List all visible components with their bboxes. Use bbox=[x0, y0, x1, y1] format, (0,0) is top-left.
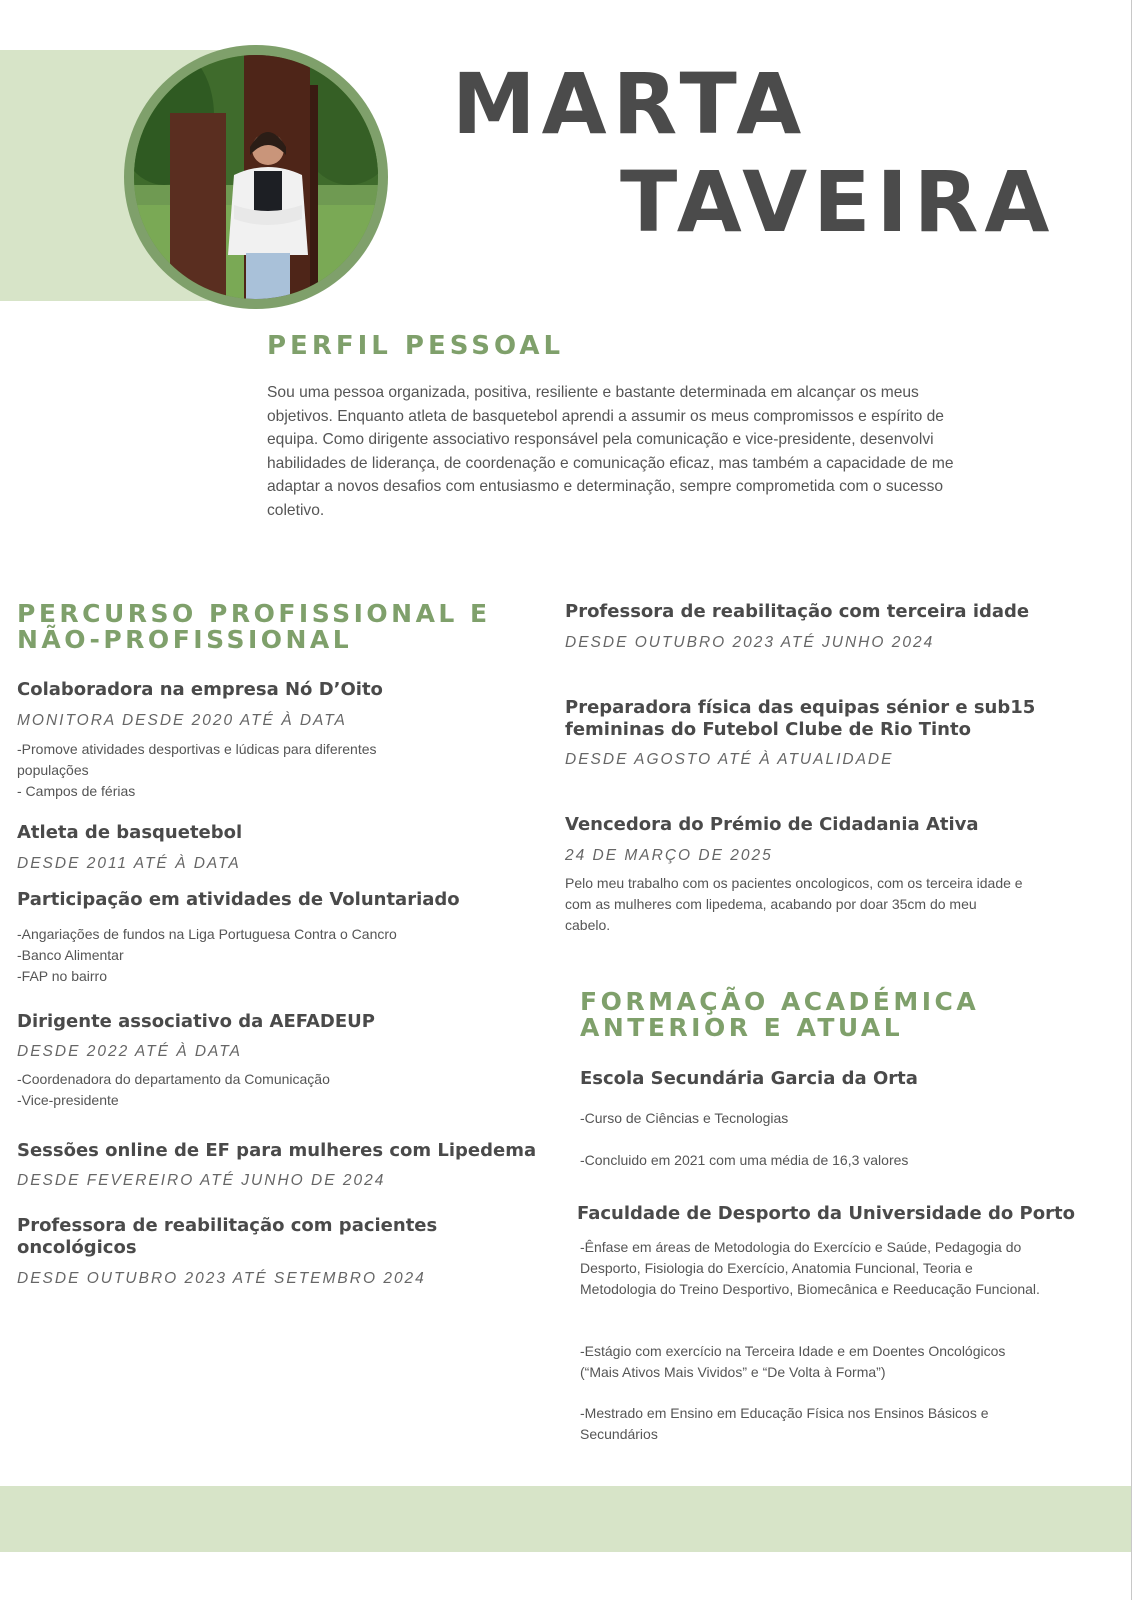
career-entry-date: MONITORA DESDE 2020 ATÉ À DATA bbox=[17, 712, 347, 729]
footer-green-band bbox=[0, 1486, 1131, 1552]
career-entry-date: DESDE FEVEREIRO ATÉ JUNHO DE 2024 bbox=[17, 1172, 386, 1189]
profile-section-title: PERFIL PESSOAL bbox=[267, 331, 565, 361]
profile-photo bbox=[134, 55, 378, 299]
career-section-title: PERCURSO PROFISSIONAL E NÃO-PROFISSIONAL bbox=[17, 599, 491, 654]
education-item: -Estágio com exercício na Terceira Idade e em Doentes Oncológicos (“Mais Ativos Mais Vividos” e “De Volta à Forma”) bbox=[580, 1343, 1006, 1380]
career-entry-date: DESDE OUTUBRO 2023 ATÉ SETEMBRO 2024 bbox=[17, 1270, 426, 1287]
education-section-title: FORMAÇÃO ACADÉMICA ANTERIOR E ATUAL bbox=[580, 987, 980, 1042]
last-name: TAVEIRA bbox=[620, 153, 1056, 251]
career-entry-title: Sessões online de EF para mulheres com Lipedema bbox=[17, 1140, 537, 1161]
career-entry-date: 24 DE MARÇO DE 2025 bbox=[565, 847, 773, 864]
career-entry-details: -Promove atividades desportivas e lúdicas para diferentes populações - Campos de férias bbox=[17, 741, 377, 799]
career-entry-title: Professora de reabilitação com pacientes oncológicos bbox=[17, 1215, 438, 1258]
profile-photo-frame bbox=[124, 45, 388, 309]
education-item: -Ênfase em áreas de Metodologia do Exercício e Saúde, Pedagogia do Desporto, Fisiologia do Exercício, Anatomia Funcional, Teoria e Metodologia do Treino Desportivo, Biomecânica e Reeducação Funcional. bbox=[580, 1239, 1040, 1297]
career-entry-title: Vencedora do Prémio de Cidadania Ativa bbox=[565, 814, 979, 835]
career-entry-details: -Angariações de fundos na Liga Portuguesa Contra o Cancro -Banco Alimentar -FAP no bairro bbox=[17, 926, 397, 984]
first-name: MARTA bbox=[452, 55, 808, 153]
career-entry-date: DESDE OUTUBRO 2023 ATÉ JUNHO 2024 bbox=[565, 634, 935, 651]
education-school-name: Faculdade de Desporto da Universidade do Porto bbox=[577, 1203, 1075, 1224]
career-entry-date: DESDE 2011 ATÉ À DATA bbox=[17, 855, 241, 872]
profile-text: Sou uma pessoa organizada, positiva, resiliente e bastante determinada em alcançar os meus objetivos. Enquanto atleta de basquetebol aprendi a assumir os meus compromissos e espírito de equipa. Como dirigente associativo responsável pela comunicação e vice-presidente, desenvolvi habilidades de liderança, de coordenação e comunicação eficaz, mas também a capacidade de me adaptar a novos desafios com entusiasmo e determinação, sempre comprometida com o sucesso coletivo. bbox=[267, 384, 954, 519]
career-entry-title: Colaboradora na empresa Nó D’Oito bbox=[17, 679, 383, 700]
education-item: -Concluido em 2021 com uma média de 16,3 valores bbox=[580, 1152, 909, 1168]
career-entry-title: Participação em atividades de Voluntariado bbox=[17, 889, 460, 910]
career-entry-details: -Coordenadora do departamento da Comunicação -Vice-presidente bbox=[17, 1071, 330, 1108]
career-entry-title: Preparadora física das equipas sénior e sub15 femininas do Futebol Clube de Rio Tinto bbox=[565, 697, 1036, 740]
education-item: -Mestrado em Ensino em Educação Física nos Ensinos Básicos e Secundários bbox=[580, 1405, 989, 1442]
education-school-name: Escola Secundária Garcia da Orta bbox=[580, 1068, 918, 1089]
career-entry-date: DESDE AGOSTO ATÉ À ATUALIDADE bbox=[565, 751, 894, 768]
education-item: -Curso de Ciências e Tecnologias bbox=[580, 1110, 789, 1126]
career-entry-title: Professora de reabilitação com terceira idade bbox=[565, 601, 1030, 622]
career-entry-details: Pelo meu trabalho com os pacientes oncologicos, com os terceira idade e com as mulheres com lipedema, acabando por doar 35cm do meu cabelo. bbox=[565, 875, 1023, 933]
career-entry-title: Atleta de basquetebol bbox=[17, 822, 243, 843]
career-entry-title: Dirigente associativo da AEFADEUP bbox=[17, 1011, 375, 1032]
career-entry-date: DESDE 2022 ATÉ À DATA bbox=[17, 1043, 242, 1060]
